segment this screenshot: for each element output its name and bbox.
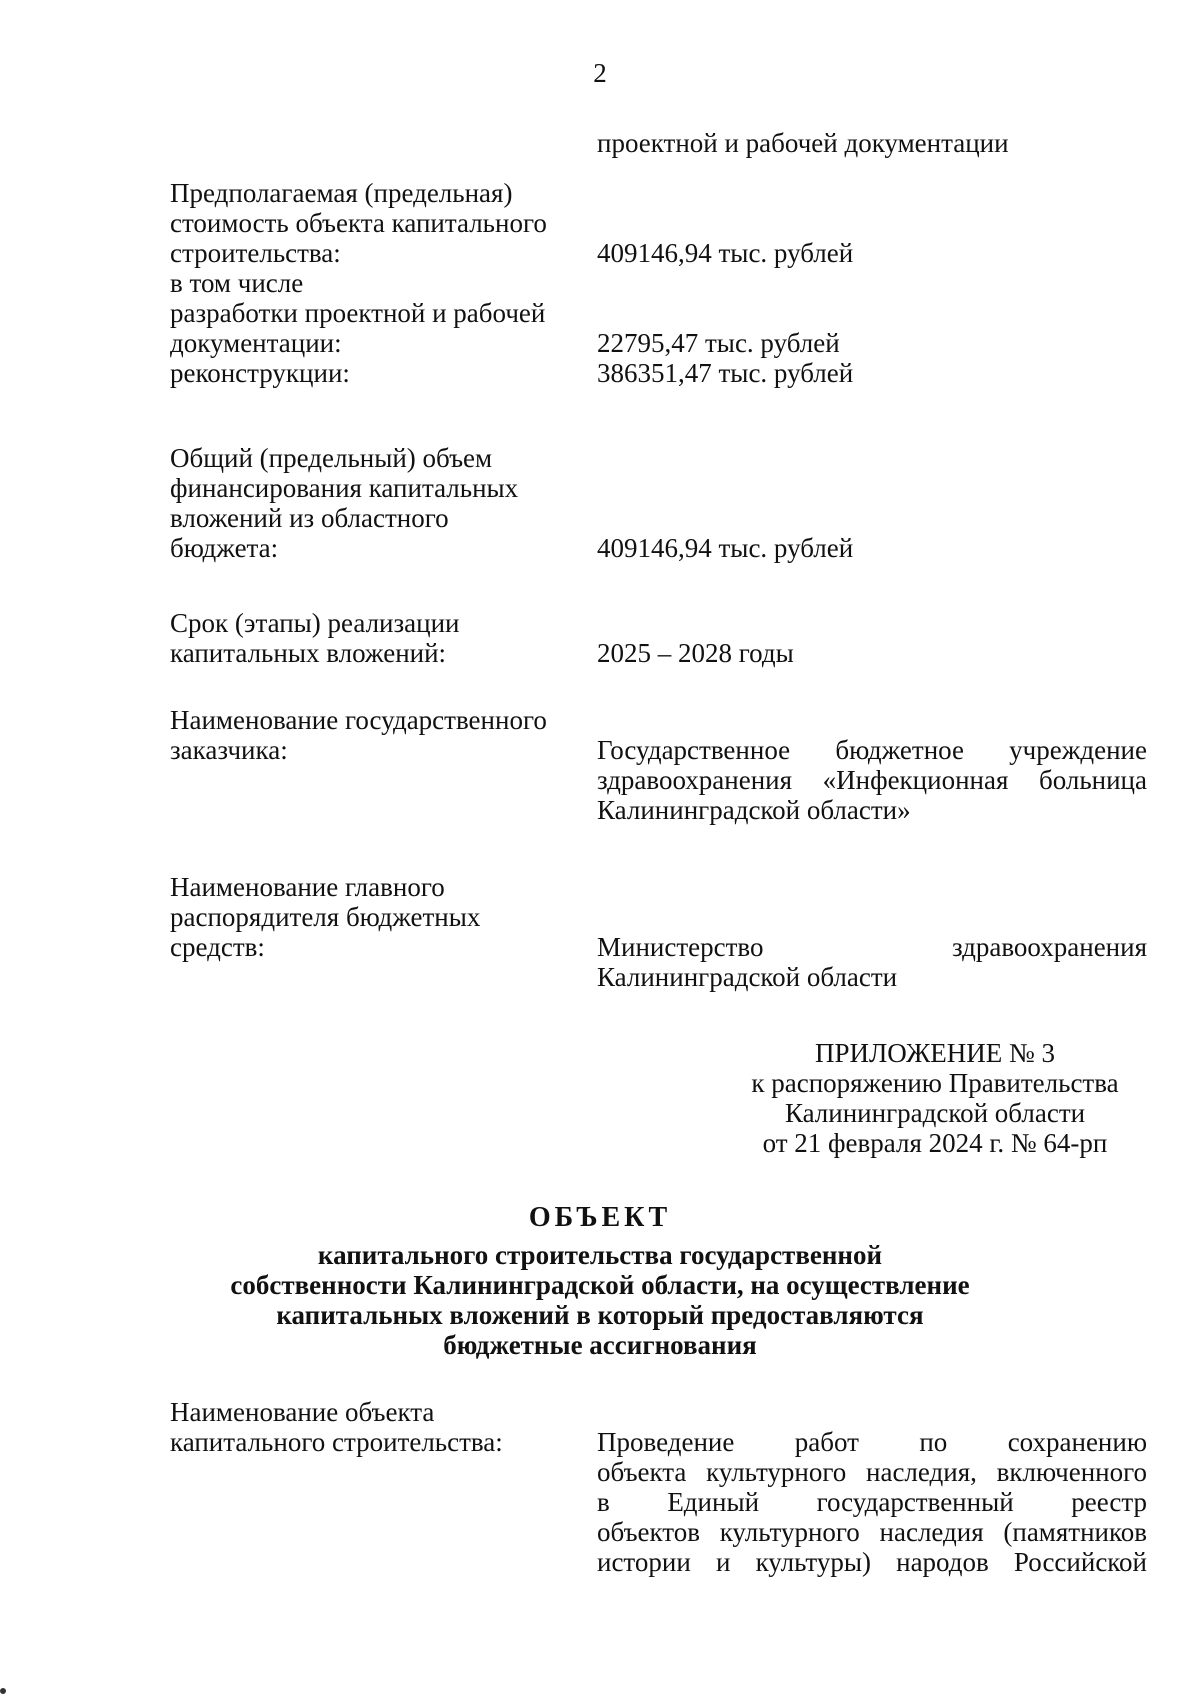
object-name-value-line: объектов культурного наследия (памятников [597, 1517, 1147, 1547]
customer-value-line: Калининградской области» [597, 795, 911, 825]
object-name-value-line: истории и культуры) народов Российской [597, 1547, 1147, 1577]
manager-label-line: средств: [170, 932, 265, 962]
object-subtitle [0, 1240, 1200, 1360]
object-name-value [597, 1427, 1147, 1577]
page-number: 2 [593, 58, 607, 88]
cost-label [170, 178, 590, 388]
manager-label-line: Наименование главного [170, 872, 445, 902]
cost-label-line: Предполагаемая (предельная) [170, 178, 513, 208]
financing-value: 409146,94 тыс. рублей [597, 533, 854, 563]
financing-label-line: вложений из областного [170, 503, 449, 533]
cost-label-line: разработки проектной и рабочей [170, 298, 546, 328]
appendix-header [700, 1038, 1170, 1158]
term-label-line: капитальных вложений: [170, 638, 447, 668]
object-title: ОБЪЕКТ [528, 1202, 672, 1233]
continuation-line: проектной и рабочей документации [597, 128, 1009, 158]
appendix-date: от 21 февраля 2024 г. № 64-рп [762, 1128, 1108, 1158]
cost-label-line: в том числе [170, 268, 304, 298]
customer-value-line: здравоохранения «Инфекционная больница [597, 765, 1147, 795]
financing-label [170, 443, 590, 563]
object-subtitle-line: собственности Калининградской области, на осуществление [230, 1270, 970, 1300]
appendix-line: Калининградской области [784, 1098, 1086, 1128]
object-name-label-line: Наименование объекта [170, 1397, 435, 1427]
customer-label [170, 705, 590, 765]
cost-label-line: строительства: [170, 238, 341, 268]
cost-reconstruction-value: 386351,47 тыс. рублей [597, 358, 854, 388]
object-name-value-line: Проведение работ по сохранению [597, 1427, 1147, 1457]
manager-value-line: Калининградской области [597, 962, 898, 992]
cost-label-line: документации: [170, 328, 342, 358]
scan-artifact [0, 1688, 6, 1694]
appendix-line: к распоряжению Правительства [751, 1068, 1119, 1098]
financing-label-line: бюджета: [170, 533, 279, 563]
manager-label-line: распорядителя бюджетных [170, 902, 481, 932]
term-value: 2025 – 2028 годы [597, 638, 794, 668]
customer-label-line: Наименование государственного [170, 705, 547, 735]
term-label-line: Срок (этапы) реализации [170, 608, 460, 638]
object-subtitle-line: капитального строительства государственной [317, 1240, 883, 1270]
cost-label-line: реконструкции: [170, 358, 350, 388]
customer-value-line: Государственное бюджетное учреждение [597, 735, 1147, 765]
object-name-value-line: в Единый государственный реестр [597, 1487, 1147, 1517]
object-name-label [170, 1397, 590, 1457]
object-name-label-line: капитального строительства: [170, 1427, 503, 1457]
object-subtitle-line: бюджетные ассигнования [443, 1330, 757, 1360]
object-name-value-line: объекта культурного наследия, включенного [597, 1457, 1147, 1487]
financing-label-line: финансирования капитальных [170, 473, 519, 503]
customer-value [597, 735, 1147, 825]
term-label [170, 608, 590, 668]
manager-value-line: Министерство здравоохранения [597, 932, 1147, 962]
cost-design-value: 22795,47 тыс. рублей [597, 328, 840, 358]
manager-value [597, 932, 1147, 992]
cost-label-line: стоимость объекта капитального [170, 208, 547, 238]
customer-label-line: заказчика: [170, 735, 288, 765]
appendix-title: ПРИЛОЖЕНИЕ № 3 [814, 1038, 1056, 1068]
manager-label [170, 872, 590, 962]
cost-total-value: 409146,94 тыс. рублей [597, 238, 854, 268]
object-subtitle-line: капитальных вложений в который предоставляются [276, 1300, 924, 1330]
financing-label-line: Общий (предельный) объем [170, 443, 493, 473]
